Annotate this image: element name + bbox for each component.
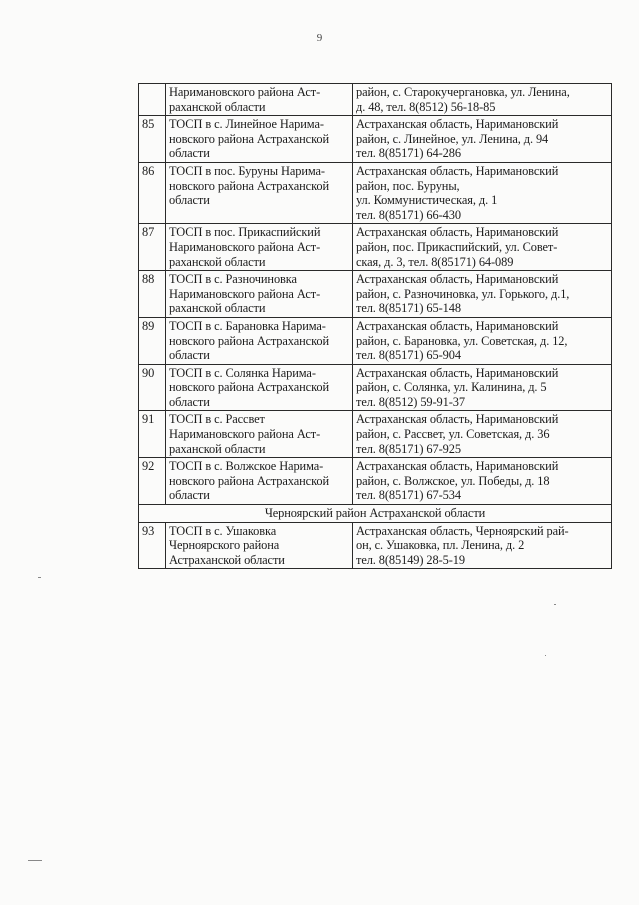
row-number: 85 — [139, 116, 166, 163]
office-address: Астраханская область, Наримановский район, с. Солянка, ул. Калинина, д. 5 тел. 8(8512) 59-91-37 — [353, 364, 612, 411]
table-row — [139, 224, 612, 271]
office-address: Астраханская область, Наримановский район, с. Барановка, ул. Советская, д. 12, тел. 8(85171) 65-904 — [353, 317, 612, 364]
office-name: ТОСП в с. Линейное Нарима- новского района Астраханской области — [166, 116, 353, 163]
office-name: Наримановского района Аст- раханской области — [166, 84, 353, 116]
office-address: Астраханская область, Наримановский район, пос. Прикаспийский, ул. Совет- ская, д. 3, тел. 8(85171) 64-089 — [353, 224, 612, 271]
office-name: ТОСП в с. Разночиновка Наримановского района Аст- раханской области — [166, 271, 353, 318]
row-number: 92 — [139, 458, 166, 505]
office-name: ТОСП в с. Ушаковка Черноярского района Астраханской области — [166, 522, 353, 569]
office-address: район, с. Старокучергановка, ул. Ленина, д. 48, тел. 8(8512) 56-18-85 — [353, 84, 612, 116]
office-name: ТОСП в с. Солянка Нарима- новского района Астраханской области — [166, 364, 353, 411]
row-number: 87 — [139, 224, 166, 271]
page-number: 9 — [316, 32, 323, 44]
table-row — [139, 522, 612, 569]
row-number: 89 — [139, 317, 166, 364]
office-name: ТОСП в с. Рассвет Наримановского района Аст- раханской области — [166, 411, 353, 458]
section-header: Черноярский район Астраханской области — [139, 505, 612, 523]
office-address: Астраханская область, Наримановский район, пос. Буруны, ул. Коммунистическая, д. 1 тел. 8(85171) 66-430 — [353, 162, 612, 223]
table-row — [139, 116, 612, 163]
office-name: ТОСП в пос. Буруны Нарима- новского района Астраханской области — [166, 162, 353, 223]
row-number: 93 — [139, 522, 166, 569]
office-address: Астраханская область, Наримановский район, с. Волжское, ул. Победы, д. 18 тел. 8(85171) 67-534 — [353, 458, 612, 505]
row-number: 90 — [139, 364, 166, 411]
table-row — [139, 271, 612, 318]
scan-speck — [28, 860, 42, 861]
office-address: Астраханская область, Черноярский рай- он, с. Ушаковка, пл. Ленина, д. 2 тел. 8(85149) 28-5-19 — [353, 522, 612, 569]
table-row — [139, 162, 612, 223]
row-number: 91 — [139, 411, 166, 458]
row-number: 88 — [139, 271, 166, 318]
table-row — [139, 84, 612, 116]
table-row — [139, 458, 612, 505]
office-name: ТОСП в с. Барановка Нарима- новского района Астраханской области — [166, 317, 353, 364]
scan-speck — [545, 655, 546, 656]
office-name: ТОСП в пос. Прикаспийский Наримановского района Аст- раханской области — [166, 224, 353, 271]
section-header-row — [139, 505, 612, 523]
scan-speck — [38, 577, 41, 578]
row-number: 86 — [139, 162, 166, 223]
office-address: Астраханская область, Наримановский район, с. Рассвет, ул. Советская, д. 36 тел. 8(85171) 67-925 — [353, 411, 612, 458]
office-address: Астраханская область, Наримановский район, с. Разночиновка, ул. Горького, д.1, тел. 8(85171) 65-148 — [353, 271, 612, 318]
registry-table — [138, 83, 612, 569]
row-number — [139, 84, 166, 116]
table-row — [139, 364, 612, 411]
office-address: Астраханская область, Наримановский район, с. Линейное, ул. Ленина, д. 94 тел. 8(85171) 64-286 — [353, 116, 612, 163]
office-name: ТОСП в с. Волжское Нарима- новского района Астраханской области — [166, 458, 353, 505]
table-row — [139, 411, 612, 458]
scan-speck — [554, 604, 556, 605]
table-row — [139, 317, 612, 364]
